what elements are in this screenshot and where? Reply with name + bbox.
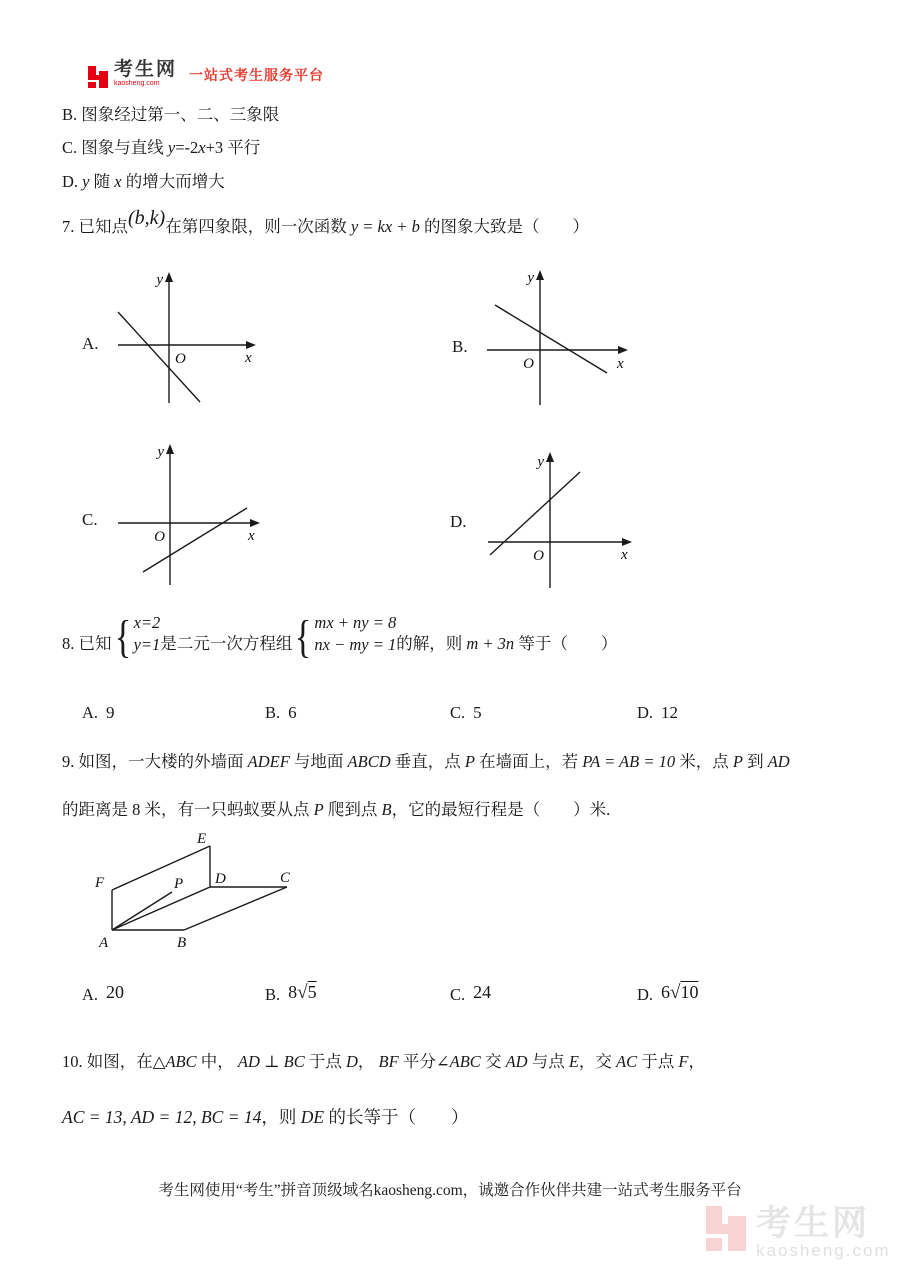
- q8-option-a: [82, 703, 115, 723]
- q8-solution-line-1: x=2: [133, 613, 161, 632]
- option-label: D.: [637, 985, 654, 1004]
- q7-graph-a-label: A.: [82, 334, 99, 353]
- text-run: 垂直，点: [390, 752, 465, 771]
- watermark-text-block: [756, 1206, 891, 1261]
- q9-option-d: [637, 984, 698, 1006]
- text-run: ABCD: [347, 752, 391, 771]
- q7-graph-c-label: C.: [82, 510, 98, 529]
- x-axis-arrow: [246, 341, 256, 349]
- option-label: D.: [637, 703, 654, 722]
- q7-graph-d-label: D.: [450, 512, 467, 531]
- vertex-label-A: A: [99, 935, 109, 951]
- option-label: C.: [450, 985, 466, 1004]
- q8-solution-system: [112, 611, 161, 663]
- option-value-radical: [661, 982, 698, 1002]
- text-run: 交: [480, 1052, 506, 1071]
- option-value: 6: [288, 703, 297, 722]
- text-run: P: [732, 752, 743, 771]
- vertex-label-B: B: [177, 935, 187, 951]
- text-run: y = kx + b: [350, 217, 420, 236]
- question-7-stem: [62, 207, 589, 241]
- text-run: 到: [742, 752, 768, 771]
- function-line: [495, 305, 607, 373]
- q8-stem-post: [396, 630, 617, 654]
- origin-label: O: [533, 548, 544, 564]
- text-run: 的增大而增大: [121, 172, 225, 191]
- q9-options-row: [0, 984, 900, 1012]
- text-run: AD: [767, 752, 790, 771]
- text-run: y: [167, 138, 176, 157]
- edge-FE: [112, 846, 210, 890]
- y-axis-label: y: [156, 272, 163, 288]
- edge-AD: [112, 887, 210, 930]
- option-label: A.: [82, 985, 99, 1004]
- text-run: BF: [378, 1052, 399, 1071]
- option-value: 9: [106, 703, 115, 722]
- origin-label: O: [175, 351, 186, 367]
- radical-coefficient: 8: [288, 982, 298, 1002]
- x-axis-arrow: [250, 519, 260, 527]
- brace-glyph: {: [295, 611, 312, 663]
- q8-stem-pre: [62, 630, 112, 654]
- text-run: 在第四象限，则一次函数: [165, 217, 351, 236]
- q8-solution-line-2: y=1: [133, 635, 161, 654]
- logo-text-block: [114, 60, 177, 88]
- q8-options-row: [0, 703, 900, 731]
- text-run: 随: [89, 172, 115, 191]
- q8-option-c: [450, 703, 482, 723]
- radical-sign: √: [670, 982, 681, 1003]
- text-run: 7. 已知点: [62, 217, 128, 236]
- option-value: 5: [473, 703, 482, 722]
- text-run: B: [381, 800, 392, 819]
- option-label: C.: [450, 703, 466, 722]
- text-run: ，交: [578, 1052, 617, 1071]
- q9-wall-ground-figure: [84, 830, 316, 960]
- q9-option-c: [450, 984, 491, 1005]
- radical-coefficient: 6: [661, 982, 671, 1002]
- option-value-radical: [288, 982, 316, 1002]
- text-run: y: [82, 172, 90, 191]
- text-run: ADEF: [247, 752, 290, 771]
- text-run: AC: [616, 1052, 638, 1071]
- q8-equation-line-2: nx − my = 1: [314, 635, 397, 654]
- text-run: AD: [505, 1052, 528, 1071]
- text-run: 图象与直线: [81, 138, 168, 157]
- text-run: AC = 13, AD = 12, BC = 14: [62, 1107, 262, 1127]
- text-run: 与地面: [289, 752, 348, 771]
- q7-graph-b: [482, 268, 632, 408]
- y-axis-label: y: [537, 454, 544, 470]
- x-axis-label: x: [617, 356, 624, 372]
- text-run: 10. 如图，在: [62, 1052, 153, 1071]
- text-run: D: [345, 1052, 358, 1071]
- option-value: 12: [661, 703, 679, 722]
- text-run: 的长等于（ ）: [324, 1107, 469, 1127]
- vertex-label-E: E: [197, 831, 207, 847]
- x-axis-arrow: [622, 538, 632, 546]
- q7-graph-c: [112, 442, 264, 588]
- q8-stem-mid: 是二元一次方程组: [160, 634, 293, 653]
- function-line: [118, 312, 200, 402]
- q8-equation-line-1: mx + ny = 8: [314, 613, 397, 632]
- text-run: ，: [357, 1052, 379, 1071]
- question-9-stem-line-1: [62, 750, 790, 775]
- text-run: x: [198, 138, 206, 157]
- watermark-site-name: 考生网: [756, 1204, 871, 1243]
- kaosheng-header-logo: [88, 60, 324, 88]
- kaosheng-watermark-logo-icon: [706, 1206, 748, 1252]
- text-run: F: [678, 1052, 689, 1071]
- x-axis-label: x: [245, 350, 252, 366]
- option-label: B.: [265, 985, 281, 1004]
- y-axis-arrow: [536, 270, 544, 280]
- question-10-stem-line-1: [62, 1050, 705, 1075]
- radicand: 10: [680, 982, 699, 1002]
- text-run: 的图象大致是（ ）: [419, 217, 589, 236]
- text-run: 中，: [196, 1052, 238, 1071]
- prev-option-c: [62, 136, 260, 161]
- logo-domain: kaosheng.com: [114, 80, 160, 87]
- radicand: 5: [307, 982, 317, 1002]
- text-run: ，它的最短行程是（ ）米.: [391, 800, 611, 819]
- q9-option-a: [82, 984, 124, 1005]
- text-run: P: [464, 752, 475, 771]
- text-run: △ABC: [152, 1052, 197, 1071]
- text-run: B.: [62, 105, 82, 124]
- text-run: DE: [300, 1107, 325, 1127]
- text-run: 于点: [304, 1052, 346, 1071]
- kaosheng-logo-icon: [88, 66, 109, 88]
- kaosheng-watermark: [706, 1206, 891, 1261]
- text-run: 在墙面上，若: [474, 752, 583, 771]
- text-run: ∠ABC: [435, 1052, 481, 1071]
- origin-label: O: [523, 356, 534, 372]
- vertex-label-D: D: [215, 871, 226, 887]
- text-run: D.: [62, 172, 83, 191]
- x-axis-arrow: [618, 346, 628, 354]
- text-run: 等于（ ）: [514, 634, 618, 653]
- text-run: 8. 已知: [62, 634, 112, 653]
- text-run: 的解，则: [396, 634, 467, 653]
- question-10-stem-line-2: [62, 1104, 469, 1130]
- vertex-label-F: F: [95, 875, 105, 891]
- q9-option-b: [265, 984, 317, 1006]
- y-axis-arrow: [165, 272, 173, 282]
- text-run: PA = AB = 10: [582, 752, 676, 771]
- q7-graph-a: [112, 270, 260, 410]
- text-run: +3 平行: [205, 138, 261, 157]
- prev-option-d: [62, 170, 225, 195]
- option-label: B.: [265, 703, 281, 722]
- text-run: 米，点: [675, 752, 733, 771]
- q7-graph-b-label: B.: [452, 337, 468, 356]
- q8-equation-system: [292, 611, 397, 663]
- x-axis-label: x: [621, 547, 628, 563]
- text-run: 爬到点: [323, 800, 382, 819]
- text-run: 的距离是 8 米，有一只蚂蚁要从点: [62, 800, 314, 819]
- edge-BC: [184, 887, 287, 930]
- origin-label: O: [154, 529, 165, 545]
- y-axis-arrow: [166, 444, 174, 454]
- x-axis-label: x: [248, 528, 255, 544]
- logo-site-name: 考生网: [114, 59, 178, 80]
- text-run: E: [568, 1052, 579, 1071]
- logo-tagline: 一站式考生服务平台: [189, 67, 325, 84]
- text-run: 图象经过第一、二、三象限: [81, 105, 280, 124]
- question-8-stem: [62, 611, 618, 663]
- text-run: (b,k): [128, 207, 166, 229]
- watermark-domain: kaosheng.com: [756, 1241, 891, 1260]
- text-run: C.: [62, 138, 82, 157]
- vertex-label-C: C: [280, 870, 291, 886]
- prev-option-b: [62, 103, 279, 128]
- text-run: =-2: [175, 138, 199, 157]
- text-run: ，则: [261, 1107, 301, 1127]
- text-run: x: [114, 172, 122, 191]
- q7-graph-d: [484, 450, 636, 590]
- radical-sign: √: [297, 982, 308, 1003]
- option-label: A.: [82, 703, 99, 722]
- footer-slogan: 考生网使用“考生”拼音顶级域名kaosheng.com，诚邀合作伙伴共建一站式考生服务平台: [158, 1182, 742, 1199]
- option-value: 20: [106, 982, 125, 1002]
- q8-option-b: [265, 703, 297, 723]
- text-run: m + 3n: [466, 634, 515, 653]
- segment-AP: [112, 892, 172, 930]
- q8-option-d: [637, 703, 678, 723]
- text-run: AD ⊥ BC: [237, 1052, 305, 1071]
- y-axis-label: y: [157, 444, 164, 460]
- text-run: P: [313, 800, 324, 819]
- text-run: ，: [688, 1052, 705, 1071]
- y-axis-arrow: [546, 452, 554, 462]
- text-run: 平分: [398, 1052, 436, 1071]
- y-axis-label: y: [527, 270, 534, 286]
- point-label-P: P: [174, 876, 184, 892]
- brace-glyph: {: [114, 611, 131, 663]
- text-run: 与点: [527, 1052, 569, 1071]
- text-run: 9. 如图，一大楼的外墙面: [62, 752, 248, 771]
- question-9-stem-line-2: [62, 798, 610, 823]
- text-run: 于点: [637, 1052, 679, 1071]
- option-value: 24: [473, 982, 492, 1002]
